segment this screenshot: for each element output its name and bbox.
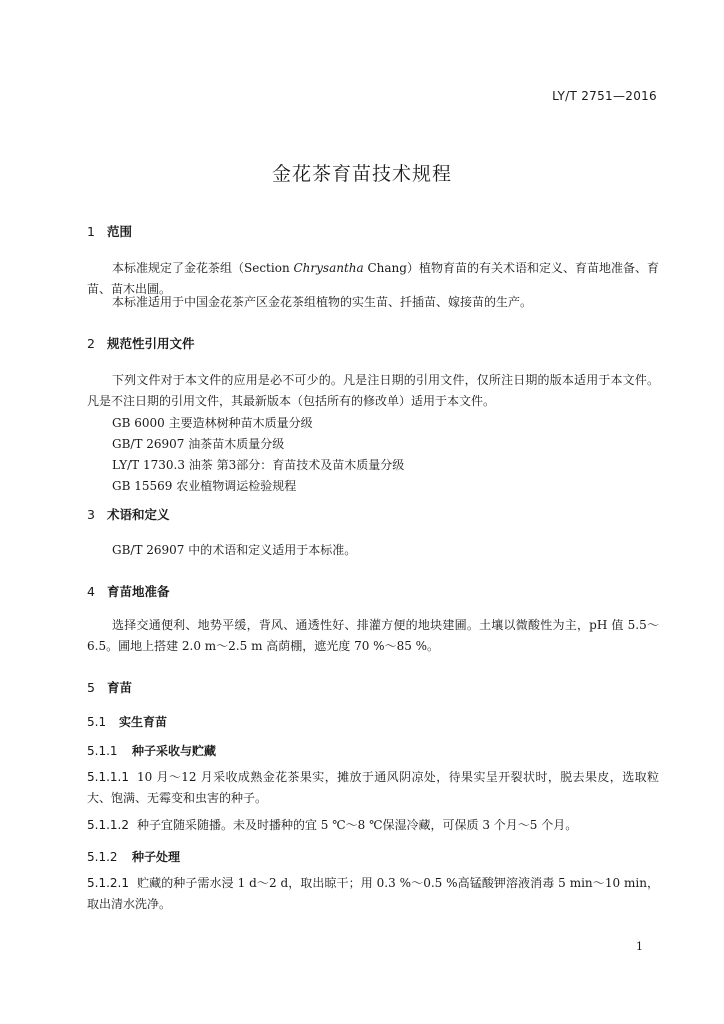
- clause-5-1-1-1: [87, 767, 659, 809]
- section-1-heading: [87, 222, 132, 240]
- section-number: 4: [87, 584, 95, 599]
- reference-item: LY/T 1730.3 油茶 第3部分：育苗技术及苗木质量分级: [112, 458, 405, 472]
- section-title: 术语和定义: [107, 507, 170, 522]
- text-run: 本标准规定了金花茶组（Section: [112, 261, 294, 275]
- clause-number: 5.1.1.2: [87, 818, 129, 832]
- page-number: 1: [636, 940, 643, 953]
- text-run: Chang）植物育苗的有关术语和定义、育苗地准备、育苗、苗木出圃。: [87, 261, 659, 296]
- subsection-5-1-heading: [87, 713, 167, 730]
- clause-text: 种子宜随采随播。未及时播种的宜 5 ℃～8 ℃保湿冷藏，可保质 3 个月～5 个月。: [136, 818, 578, 832]
- subsection-number: 5.1.1: [87, 744, 118, 758]
- reference-item: GB 15569 农业植物调运检验规程: [112, 479, 297, 493]
- section-3-heading: [87, 505, 170, 523]
- subsection-5-1-1-heading: [87, 742, 216, 759]
- section-2-heading: [87, 334, 195, 352]
- clause-text: 10 月～12 月采收成熟金花茶果实，摊放于通风阴凉处，待果实呈开裂状时，脱去果皮，选取粒大、饱满、无霉变和虫害的种子。: [87, 770, 659, 805]
- section-5-heading: [87, 678, 132, 696]
- clause-5-1-2-1: [87, 873, 659, 915]
- section-title: 规范性引用文件: [107, 336, 195, 351]
- section-number: 3: [87, 507, 95, 522]
- document-title: 金花茶育苗技术规程: [271, 163, 452, 185]
- subsection-number: 5.1.2: [87, 850, 118, 864]
- section-2-intro: 下列文件对于本文件的应用是必不可少的。凡是注日期的引用文件，仅所注日期的版本适用于本文件。凡是不注日期的引用文件，其最新版本（包括所有的修改单）适用于本文件。: [87, 373, 659, 408]
- standard-number: LY/T 2751—2016: [552, 89, 657, 103]
- clause-number: 5.1.2.1: [87, 876, 129, 890]
- italic-term: Chrysantha: [293, 261, 364, 275]
- subsection-number: 5.1: [87, 715, 107, 729]
- section-number: 2: [87, 336, 95, 351]
- section-title: 育苗地准备: [107, 584, 170, 599]
- section-3-paragraph: GB/T 26907 中的术语和定义适用于本标准。: [112, 543, 357, 557]
- section-4-paragraph: 选择交通便利、地势平缓，背风、通透性好、排灌方便的地块建圃。土壤以微酸性为主，pH 值 5.5～6.5。圃地上搭建 2.0 m～2.5 m 高荫棚，遮光度 70 %～85 %。: [87, 618, 659, 653]
- clause-text: 贮藏的种子需水浸 1 d～2 d，取出晾干；用 0.3 %～0.5 %高锰酸钾溶液消毒 5 min～10 min，取出清水洗净。: [87, 876, 659, 911]
- section-number: 5: [87, 680, 95, 695]
- section-1-paragraph-2: 本标准适用于中国金花茶产区金花茶组植物的实生苗、扦插苗、嫁接苗的生产。: [112, 295, 533, 309]
- clause-5-1-1-2: [87, 815, 659, 836]
- subsection-title: 种子采收与贮藏: [132, 744, 217, 758]
- subsection-5-1-2-heading: [87, 848, 180, 865]
- section-4-heading: [87, 582, 170, 600]
- section-number: 1: [87, 224, 95, 239]
- reference-item: GB/T 26907 油茶苗木质量分级: [112, 437, 285, 451]
- section-title: 育苗: [107, 680, 133, 695]
- section-title: 范围: [107, 224, 133, 239]
- subsection-title: 种子处理: [132, 850, 181, 864]
- reference-item: GB 6000 主要造林树种苗木质量分级: [112, 416, 313, 430]
- clause-number: 5.1.1.1: [87, 770, 129, 784]
- subsection-title: 实生育苗: [119, 715, 168, 729]
